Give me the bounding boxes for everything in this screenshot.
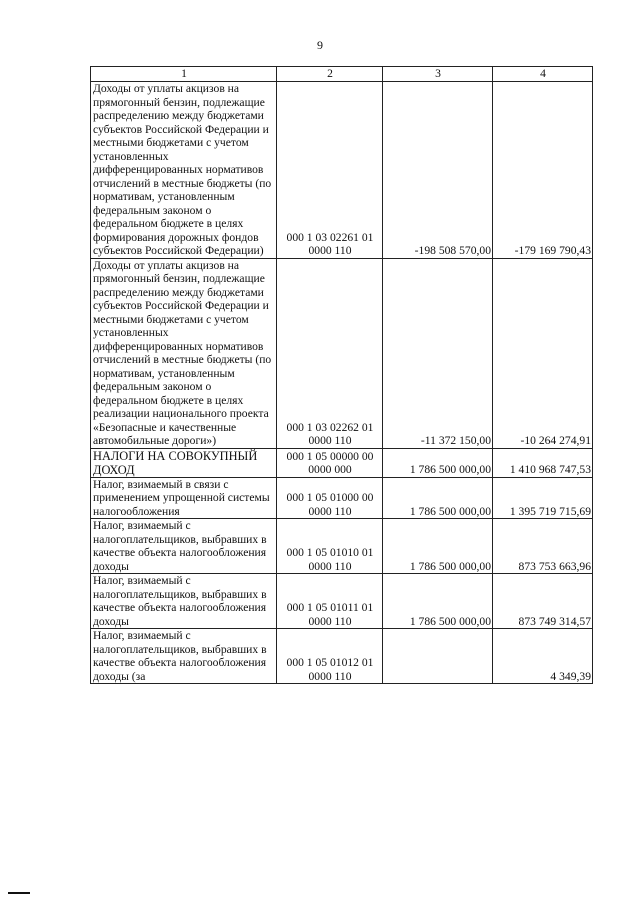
- row-value-4: -179 169 790,43: [493, 82, 593, 259]
- row-value-3: 1 786 500 000,00: [383, 477, 493, 519]
- table-header-row: [91, 67, 593, 82]
- column-header-4: 4: [493, 67, 593, 82]
- row-code: 000 1 03 02261 01 0000 110: [277, 82, 383, 259]
- table-row: [91, 448, 593, 477]
- scan-margin-mark: [8, 892, 30, 894]
- column-header-3: 3: [383, 67, 493, 82]
- row-code: 000 1 05 00000 00 0000 000: [277, 448, 383, 477]
- table-row: [91, 629, 593, 684]
- row-code: 000 1 05 01000 00 0000 110: [277, 477, 383, 519]
- row-value-4: 873 749 314,57: [493, 574, 593, 629]
- row-value-4: -10 264 274,91: [493, 258, 593, 448]
- row-code: 000 1 05 01010 01 0000 110: [277, 519, 383, 574]
- row-name: НАЛОГИ НА СОВОКУПНЫЙ ДОХОД: [91, 448, 277, 477]
- row-name: Налог, взимаемый с налогоплательщиков, выбравших в качестве объекта налогообложения доходы (за: [91, 629, 277, 684]
- row-name: Налог, взимаемый с налогоплательщиков, выбравших в качестве объекта налогообложения доходы: [91, 574, 277, 629]
- row-code: 000 1 05 01011 01 0000 110: [277, 574, 383, 629]
- row-value-3: -198 508 570,00: [383, 82, 493, 259]
- column-header-2: 2: [277, 67, 383, 82]
- table-row: [91, 519, 593, 574]
- revenue-table: [90, 66, 593, 684]
- row-name: Доходы от уплаты акцизов на прямогонный бензин, подлежащие распределению между бюджетами субъектов Российской Федерации и местными бюджетами с учетом установленных дифференцированных нормативов отчислений в местные бюджеты (по нормативам, установленным федеральным законом о федеральном бюджете в целях реализации национального проекта «Безопасные и качественные автомобильные дороги»): [91, 258, 277, 448]
- row-value-4: 1 410 968 747,53: [493, 448, 593, 477]
- row-code: 000 1 03 02262 01 0000 110: [277, 258, 383, 448]
- row-value-4: 1 395 719 715,69: [493, 477, 593, 519]
- row-value-4: 873 753 663,96: [493, 519, 593, 574]
- row-value-4: 4 349,39: [493, 629, 593, 684]
- table-row: [91, 82, 593, 259]
- row-name: Налог, взимаемый с налогоплательщиков, выбравших в качестве объекта налогообложения доходы: [91, 519, 277, 574]
- page-number: 9: [317, 38, 323, 52]
- row-value-3: 1 786 500 000,00: [383, 574, 493, 629]
- row-value-3: 1 786 500 000,00: [383, 448, 493, 477]
- row-name: Доходы от уплаты акцизов на прямогонный бензин, подлежащие распределению между бюджетами субъектов Российской Федерации и местными бюджетами с учетом установленных дифференцированных нормативов отчислений в местные бюджеты (по нормативам, установленным федеральным законом о федеральном бюджете в целях формирования дорожных фондов субъектов Российской Федерации): [91, 82, 277, 259]
- row-value-3: 1 786 500 000,00: [383, 519, 493, 574]
- table-row: [91, 477, 593, 519]
- row-name: Налог, взимаемый в связи с применением упрощенной системы налогообложения: [91, 477, 277, 519]
- row-code: 000 1 05 01012 01 0000 110: [277, 629, 383, 684]
- column-header-1: 1: [91, 67, 277, 82]
- row-value-3: -11 372 150,00: [383, 258, 493, 448]
- table-row: [91, 258, 593, 448]
- row-value-3: [383, 629, 493, 684]
- table-row: [91, 574, 593, 629]
